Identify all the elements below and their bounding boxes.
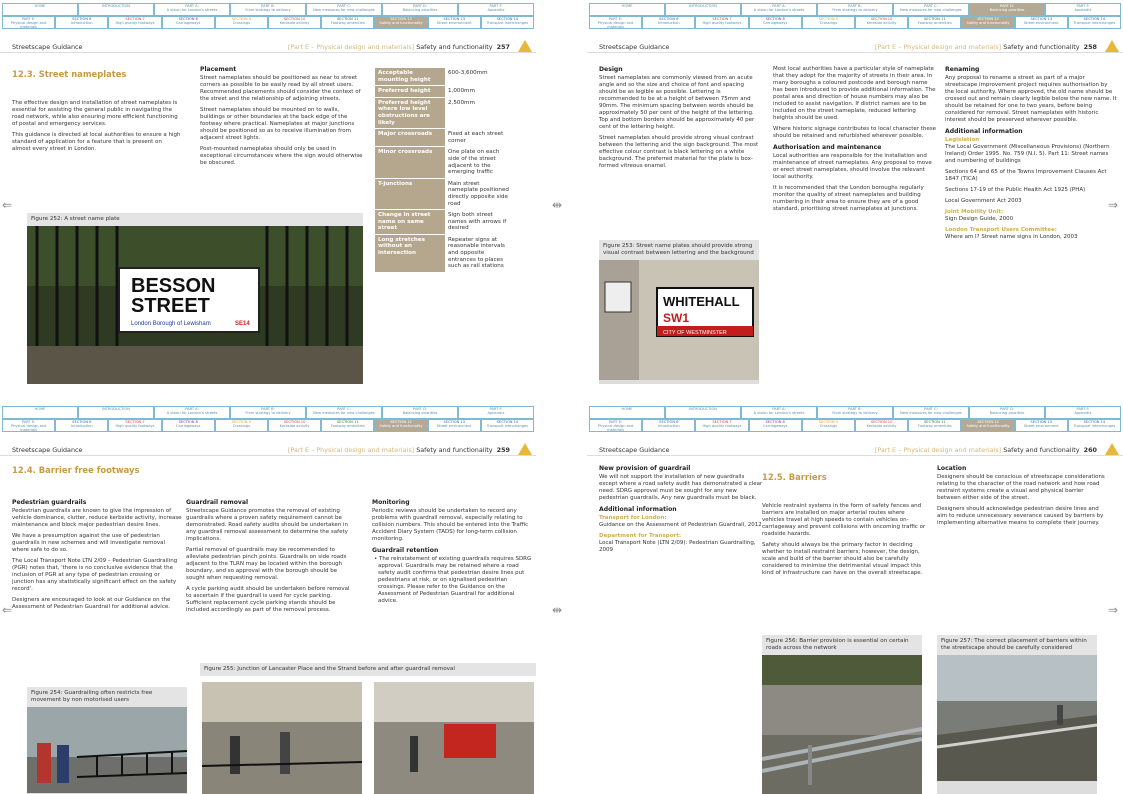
intro-text: The effective design and installation of street nameplates is essential for assisting the general public in navigating the road network, while also ensuring more efficient functioning of postal and emergency services. This guidance is directed at local authorities to ensure a high standard of application for a feature that is present on almost every street in London. [12,100,181,152]
nav-part-a[interactable]: PART A: A vision for London's streets [741,406,817,419]
nav-part-f[interactable]: PART F: Appendix [458,406,534,419]
nav-section-14[interactable]: SECTION 14 Transport interchanges [1068,419,1121,432]
nav-part-f[interactable]: PART F: Appendix [458,3,534,16]
sign-postcode: SW1 [663,311,690,325]
figure-257: Figure 257: The correct placement of barriers within the streetscape should be carefully considered [937,635,1097,794]
sign-line-1: WHITEHALL [663,294,740,309]
nav-section-13[interactable]: SECTION 13 Street environment [428,419,481,432]
nav-part-c[interactable]: PART C: New measures for new challenges [306,3,382,16]
nav-introduction[interactable]: INTRODUCTION [78,406,154,419]
nav-section-11[interactable]: SECTION 11 Footway amenities [908,16,961,29]
nav-introduction[interactable]: INTRODUCTION [665,3,741,16]
placement-text: Placement Street nameplates should be positioned as near to street corners as possible to be easily read by all street users. Recommended placements should consider the context of the street and the relationship of adjoining streets. Street nameplates should be mounted on to walls, buildings or other boundaries at the back edge of the footway where practical. Nameplates at major junctions should be positioned so as to receive illumination from adjacent street lights. Post-mounted nameplates should only be used in exceptional circumstances where the sign would otherwise be obscured. [200,66,363,166]
doc-title: Streetscape Guidance [12,43,83,51]
nav-home[interactable]: HOME [2,406,78,419]
nav-row-parts [2,406,534,419]
nav-section-10[interactable]: SECTION 10 Kerbside activity [268,16,321,29]
nav-section-9[interactable]: SECTION 9 Crossings [215,419,268,432]
nav-part-c[interactable]: PART C: New measures for new challenges [893,406,969,419]
section-label: [Part E – Physical design and materials] Safety and functionality 260 [874,446,1097,454]
warning-icon [518,443,532,455]
style-text: Most local authorities have a particular style of nameplate that they adopt for the majority of streets in their area. In many boroughs a coloured postcode and borough name has been introduced to provide additional information. The postal area and direction of house numbers may also be included to assist navigation. If district names are to be included on the street nameplate, reduced lettering heights should be used. Where historic signage contributes to local character these should be retained and refurbished wherever possible. Authorisation and maintenance Local authorities are responsible for the installation and maintenance of street nameplates. Any proposal to move or erect street nameplates, should involve the relevant local authority. It is recommended that the London boroughs regularly monitor the quality of street nameplates and building numbering in their area to ensure they are of a good standard, prioritising street nameplates at junctions. [773,66,937,212]
guardrails-text: Pedestrian guardrails Pedestrian guardrails are known to give the impression of vehicle dominance, clutter, reduce kerbside activity, increase maintenance and block major pedestrian desire lines. We have a presumption against the use of pedestrian guardrails in new schemes and will investigate removal where safe to do so. The Local Transport Note LTN 2/09 – Pedestrian Guardrailing (PGR) notes that, 'there is no conclusive evidence that the inclusion of PGR at any type of pedestrian crossing or junction has any statistically significant effect on the safety record'. Designers are encouraged to look at our Guidance on the Assessment of Pedestrian Guardrail for additional advice. [12,499,182,610]
nav-row-parts [2,3,534,16]
table-row: Preferred height where low level obstructions are likely 2,500mm [375,98,514,129]
barrier-photo [762,655,922,794]
nav-row-parts [589,3,1121,16]
table-row: Long stretches without an intersection Repeater signs at reasonable intervals and opposite entrances to places such as rail stations [375,235,514,273]
nav-section-13[interactable]: SECTION 13 Street environment [428,16,481,29]
next-page-icon[interactable]: ⇒ [1108,198,1119,212]
page-259 [0,403,536,794]
nav-part-d[interactable]: PART D: Balancing priorities [969,406,1045,419]
nav-part-a[interactable]: PART A: A vision for London's streets [154,406,230,419]
nav-section-13[interactable]: SECTION 13 Street environment [1015,419,1068,432]
nav-bar [589,406,1121,432]
spread-toggle-icon[interactable]: ⇹ [552,603,563,617]
section-heading: 12.5. Barriers [762,472,827,482]
section-heading: 12.4. Barrier free footways [12,465,140,475]
nameplate-table [375,68,514,273]
nav-section-6[interactable]: SECTION 6 Introduction [55,419,108,432]
nav-part-b[interactable]: PART B: From strategy to delivery [230,406,306,419]
nav-introduction[interactable]: INTRODUCTION [665,406,741,419]
nav-section-7[interactable]: SECTION 7 High quality footways [695,16,748,29]
next-page-icon[interactable]: ⇒ [1108,603,1119,617]
nav-section-14[interactable]: SECTION 14 Transport interchanges [481,419,534,432]
prev-page-icon[interactable]: ⇐ [2,603,13,617]
nav-section-13[interactable]: SECTION 13 Street environment [1015,16,1068,29]
nav-section-8[interactable]: SECTION 8 Carriageways [749,419,802,432]
nav-part-e[interactable]: PART E: Physical design and materials [589,419,642,432]
spread-toggle-icon[interactable]: ⇹ [552,198,563,212]
table-row: Major crossroads Fixed at each street corner [375,129,514,147]
nav-section-14[interactable]: SECTION 14 Transport interchanges [1068,16,1121,29]
nav-row-sections [2,419,534,432]
nav-section-8[interactable]: SECTION 8 Carriageways [162,16,215,29]
nav-row-parts [589,406,1121,419]
nav-row-sections [589,419,1121,432]
nav-section-10[interactable]: SECTION 10 Kerbside activity [855,16,908,29]
nav-section-10[interactable]: SECTION 10 Kerbside activity [855,419,908,432]
table-row: Acceptable mounting height 600-3,600mm [375,68,514,86]
section-heading: 12.3. Street nameplates [12,69,127,79]
nav-section-11[interactable]: SECTION 11 Footway amenities [908,419,961,432]
nav-bar [589,3,1121,29]
sign-borough: CITY OF WESTMINSTER [663,330,727,336]
renaming-text: Renaming Any proposal to rename a street as part of a major streetscape improvement project requires authorisation by the local authority. Where approved, the old name should be crossed out and remain clearly legible below the new name. It should be retained for one to two years, before being considered for removal. Street nameplates with historic interest should be preserved wherever possible. Additional information Legislation The Local Government (Miscellaneous Provisions) (Northern Ireland) Order 1995. No. 759 (N.I. 5). Part 11: Street names and numbering of buildings Sections 64 and 65 of the Towns Improvement Clauses Act 1847 (TICA) Sections 17-19 of the Public Health Act 1925 (PHA) Local Government Act 2003 Joint Mobility Unit: Sign Design Guide, 2000 London Transport Users Committee: Where am I? Street name signs in London, 2003 [945,66,1117,240]
figure-253: Figure 253: Street name plates should provide strong visual contrast between lettering and the background WHITEHALL SW1 CITY OF WESTMINSTER [599,240,759,384]
page-header [587,35,1123,53]
nav-part-b[interactable]: PART B: From strategy to delivery [230,3,306,16]
nav-section-9[interactable]: SECTION 9 Crossings [215,16,268,29]
nav-part-e[interactable]: PART E: Physical design and materials [589,16,642,29]
nav-row-sections [2,16,534,29]
nav-section-14[interactable]: SECTION 14 Transport interchanges [481,16,534,29]
whitehall-sign-photo [599,260,759,380]
nav-part-b[interactable]: PART B: From strategy to delivery [817,406,893,419]
sign-postcode: SE14 [235,321,250,327]
nav-section-9[interactable]: SECTION 9 Crossings [802,16,855,29]
page-260 [587,403,1123,794]
nav-part-c[interactable]: PART C: New measures for new challenges [306,406,382,419]
doc-title: Streetscape Guidance [599,43,670,51]
page-header [0,438,536,456]
nav-section-8[interactable]: SECTION 8 Carriageways [749,16,802,29]
nav-section-6[interactable]: SECTION 6 Introduction [642,419,695,432]
nav-section-7[interactable]: SECTION 7 High quality footways [108,16,161,29]
nav-section-12[interactable]: SECTION 12 Safety and functionality [961,16,1014,29]
section-label: [Part E – Physical design and materials] Safety and functionality 259 [287,446,510,454]
nav-part-d[interactable]: PART D: Balancing priorities [382,406,458,419]
removal-text: Guardrail removal Streetscape Guidance promotes the removal of existing guardrails where a proven safety requirement cannot be demonstrated. Road safety audits should be undertaken in any guardrail removal assessment to determine the safety implications. Partial removal of guardrails may be recommended to alleviate pedestrian pinch points. Guardrails on side roads adjacent to the TLRN may be located within the borough boundary, and so approval with the borough should be sought when requesting removal. A cycle parking audit should be undertaken before removal to ascertain if the guardrail is used for cycle parking. Sufficient replacement cycle parking stands should be included accordingly as part of the removal process. [186,499,350,613]
nav-home[interactable]: HOME [589,3,665,16]
nav-part-e[interactable]: PART E: Physical design and materials [2,419,55,432]
nav-part-d[interactable]: PART D: Balancing priorities [969,3,1045,16]
new-provision-text: New provision of guardrail We will not support the installation of new guardrails except where a road safety audit has demonstrated a clear need. SDRG approval must be sought for any new pedestrian guardrails. Any new guardrails must be black. Additional information Transport for London: Guidance on the Assessment of Pedestrian Guardrail, 2012 Department for Transport: Local Transport Note (LTN 2/09): Pedestrian Guardrailing, 2009 [599,465,763,553]
nav-part-a[interactable]: PART A: A vision for London's streets [741,3,817,16]
nav-part-b[interactable]: PART B: From strategy to delivery [817,3,893,16]
section-label: [Part E – Physical design and materials] Safety and functionality 258 [874,43,1097,51]
page-header [0,35,536,53]
page-257 [0,0,536,384]
table-row: Preferred height 1,000mm [375,86,514,98]
nav-part-a[interactable]: PART A: A vision for London's streets [154,3,230,16]
monitoring-text: Monitoring Periodic reviews should be undertaken to record any problems with guardrail removal, especially relating to collision numbers. This should be entered into the Traffic Accident Diary System (TADS) for long-term collision monitoring. Guardrail retention • The reinstatement of existing guardrails requires SDRG approval. Guardrails may be retained where a road safety audit confirms that pedestrian desire lines put pedestrians at risk, or on signalised pedestrian crossings. Please refer to the Guidance on the Assessment of Pedestrian Guardrail for additional advice. [372,499,532,604]
prev-page-icon[interactable]: ⇐ [2,198,13,212]
nav-section-10[interactable]: SECTION 10 Kerbside activity [268,419,321,432]
doc-title: Streetscape Guidance [12,446,83,454]
nav-row-sections [589,16,1121,29]
nav-part-f[interactable]: PART F: Appendix [1045,406,1121,419]
nav-part-d[interactable]: PART D: Balancing priorities [382,3,458,16]
warning-icon [518,40,532,52]
location-text: Location Designers should be conscious of streetscape considerations relating to the character of the road network and how road restraint systems create a visual and physical barrier between either side of the street. Designers should acknowledge pedestrian desire lines and aim to reduce unnecessary severance caused by barriers by implementing alternative means to complete their journey. [937,465,1105,526]
guardrail-photo [27,707,187,793]
nav-section-12[interactable]: SECTION 12 Safety and functionality [961,419,1014,432]
nav-section-11[interactable]: SECTION 11 Footway amenities [321,16,374,29]
street-nameplate-photo [27,226,363,384]
sign-line-2: STREET [131,295,210,317]
nav-section-7[interactable]: SECTION 7 High quality footways [695,419,748,432]
nav-section-11[interactable]: SECTION 11 Footway amenities [321,419,374,432]
table-row: Minor crossroads One plate on each side of the street adjacent to the emerging traffic [375,147,514,178]
figure-256: Figure 256: Barrier provision is essential on certain roads across the network [762,635,922,794]
nav-part-e[interactable]: PART E: Physical design and materials [2,16,55,29]
section-label: [Part E – Physical design and materials] Safety and functionality 257 [287,43,510,51]
nav-home[interactable]: HOME [2,3,78,16]
figure-254: Figure 254: Guardrailing often restricts free movement by non motorised users [27,687,187,794]
figure-252: Figure 252: A street name plate BESSON STREET London Borough of Lewisham SE14 [27,213,363,384]
sign-line-1: BESSON [131,275,216,297]
warning-icon [1105,40,1119,52]
barrier-placement-photo [937,655,1097,781]
nav-section-12[interactable]: SECTION 12 Safety and functionality [374,16,427,29]
doc-title: Streetscape Guidance [599,446,670,454]
page-258 [587,0,1123,384]
nav-bar [2,406,534,432]
nav-home[interactable]: HOME [589,406,665,419]
nav-introduction[interactable]: INTRODUCTION [78,3,154,16]
figure-255: Figure 255: Junction of Lancaster Place and the Strand before and after guardrail removal [200,663,536,794]
nav-section-12[interactable]: SECTION 12 Safety and functionality [374,419,427,432]
nav-part-f[interactable]: PART F: Appendix [1045,3,1121,16]
table-row: Change in street name on same street Sign both street names with arrows if desired [375,210,514,235]
nav-section-6[interactable]: SECTION 6 Introduction [55,16,108,29]
barriers-text: Vehicle restraint systems in the form of safety fences and barriers are installed on major arterial routes where vehicles travel at high speeds to contain vehicles on-carriageway and prevent collisions with oncoming traffic or roadside hazards. Safety should always be the primary factor in deciding whether to install restraint barriers; however, the design, scale and build of the barrier should also be carefully considered to minimise the detrimental visual impact this kind of infrastructure can have on the overall streetscape. [762,503,926,576]
sign-borough: London Borough of Lewisham [131,321,211,327]
lancaster-place-photos [200,676,536,794]
nav-section-6[interactable]: SECTION 6 Introduction [642,16,695,29]
page-header [587,438,1123,456]
table-row: T-junctions Main street nameplate positioned directly opposite side road [375,179,514,210]
nav-section-7[interactable]: SECTION 7 High quality footways [108,419,161,432]
design-text: Design Street nameplates are commonly viewed from an acute angle and so the size and choice of font and spacing should be as legible as possible. Lettering is recommended to be at a height of between 75mm and 90mm. The minimum spacing between words should be approximately 50 per cent of the height of the lettering. Top and bottom borders should be approximately 40 per cent of the lettering height. Street nameplates should provide strong visual contrast between the lettering and the sign background. The most effective colour contrast is black lettering on a white background. The preferred material for the plate is box-formed vitreous enamel. [599,66,759,169]
nav-bar [2,3,534,29]
nav-section-8[interactable]: SECTION 8 Carriageways [162,419,215,432]
nav-part-c[interactable]: PART C: New measures for new challenges [893,3,969,16]
warning-icon [1105,443,1119,455]
nav-section-9[interactable]: SECTION 9 Crossings [802,419,855,432]
